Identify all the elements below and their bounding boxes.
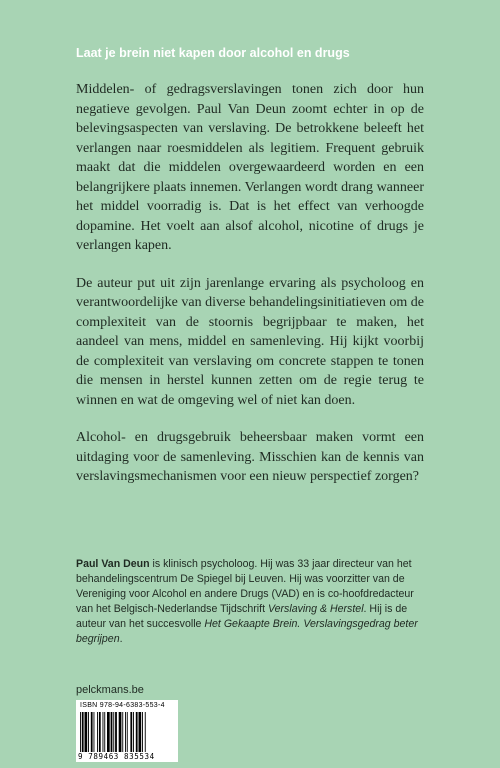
barcode-bar [111,712,113,752]
author-name: Paul Van Deun [76,558,150,570]
barcode-bar [113,712,114,752]
barcode-bar [125,712,126,752]
barcode-bar [80,712,81,752]
bio-journal: Verslaving & Herstel [267,603,364,615]
barcode-bar [119,712,122,752]
barcode-bar [91,712,93,752]
barcode-bar [115,712,117,752]
paragraph-2: De auteur put uit zijn jarenlange ervaring als psycholoog en verantwoordelijke van diverse behandelingsinitiatieven om de complexiteit van de stoornis begrijpbaar te maken, het aandeel van mens, middel en samenleving. Hij kijkt voorbij de complexiteit van verslaving om concrete stappen te tonen die mensen in herstel kunnen zetten om de regie terug te winnen en wat de omgeving wel of niet kan doen. [76,275,424,408]
barcode-bar [99,712,101,752]
bio-text-2: . Hij is de auteur van het succesvolle [76,603,408,630]
barcode-bar [85,712,88,752]
barcode-bar [145,712,146,752]
barcode-bar [82,712,84,752]
barcode-bar [103,712,104,752]
barcode [76,700,178,762]
barcode-bar [94,712,95,752]
barcode-digits: 9 789463 835534 [78,752,155,761]
barcode-bar [139,712,142,752]
barcode-bar [107,712,110,752]
author-bio [76,557,424,647]
barcode-bar [133,712,134,752]
paragraph-1: Middelen- of gedragsverslavingen tonen zich door hun negatieve gevolgen. Paul Van Deun zoomt echter in op de belevingsaspecten van verslaving. De betrokkene beleeft het verlangen naar roesmiddelen als legitiem. Frequent gebruik maakt dat die middelen overgewaardeerd worden en een belangrijkere plaats innemen. Verlangen wordt drang wanneer het middel voorradig is. Dat is het effect van verhoogde dopamine. Het voelt aan alsof alcohol, nicotine of drugs je verlangen kapen. [76,82,424,253]
barcode-bar [88,712,89,752]
isbn-label: ISBN 978-94-6383-553-4 [80,702,165,709]
barcode-bars [80,712,174,752]
barcode-bar [127,712,128,752]
bio-text-3: . [119,633,123,645]
barcode-bar [104,712,105,752]
back-cover-text [76,80,424,505]
bio-book: Het Gekaapte Brein. Verslavingsgedrag beter begrijpen [76,618,418,645]
paragraph-3: Alcohol- en drugsgebruik beheersbaar maken vormt een uitdaging voor de samenleving. Misschien kan de kennis van verslavingsmechanismen voor een nieuw perspectief zorgen? [76,430,424,484]
barcode-bar [130,712,132,752]
barcode-bar [136,712,138,752]
tagline: Laat je brein niet kapen door alcohol en drugs [76,46,350,60]
barcode-bar [97,712,98,752]
bio-text-1: is klinisch psycholoog. Hij was 33 jaar directeur van het behandelingscentrum De Spiegel bij Leuven. Hij was voorzitter van de Vereniging voor Alcohol en andere Drugs (VAD) en is co-hoofdredacteur van het Belgisch-Nederlandse Tijdschrift [76,558,414,615]
barcode-bar [122,712,123,752]
barcode-bar [142,712,143,752]
publisher-url: pelckmans.be [76,684,144,696]
